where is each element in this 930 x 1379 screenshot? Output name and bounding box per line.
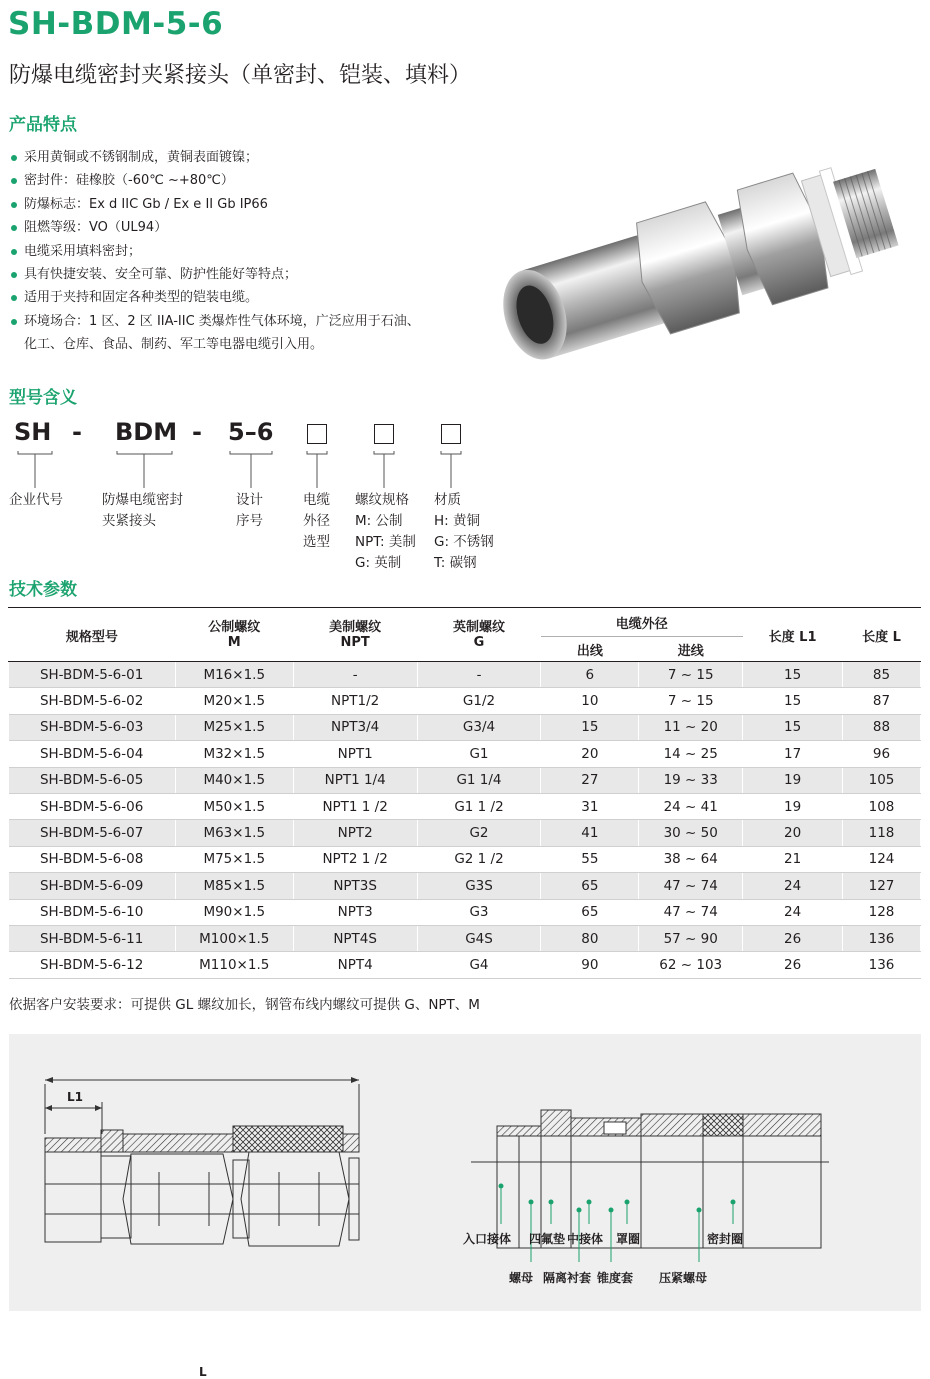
table-row <box>9 793 921 819</box>
table-cell: G2 1 /2 <box>417 846 541 872</box>
table-cell: 17 <box>743 741 843 767</box>
table-cell: 15 <box>743 662 843 688</box>
model-part-series: 5–6 <box>228 418 274 446</box>
table-cell: 127 <box>843 873 921 899</box>
table-cell: 47 ~ 74 <box>639 873 743 899</box>
table-cell: SH-BDM-5-6-03 <box>9 714 176 740</box>
table-cell: SH-BDM-5-6-10 <box>9 899 176 925</box>
table-row <box>9 846 921 872</box>
label-nut: 螺母 <box>509 1271 534 1285</box>
table-cell: 85 <box>843 662 921 688</box>
model-desc-cable: 电缆 外径 选型 <box>303 492 330 550</box>
table-row <box>9 925 921 951</box>
table-cell: M40×1.5 <box>175 767 293 793</box>
table-cell: 30 ~ 50 <box>639 820 743 846</box>
table-cell: SH-BDM-5-6-12 <box>9 952 176 978</box>
table-cell: 88 <box>843 714 921 740</box>
table-cell: 47 ~ 74 <box>639 899 743 925</box>
table-cell: 24 ~ 41 <box>639 793 743 819</box>
table-cell: 6 <box>541 662 639 688</box>
table-row <box>9 820 921 846</box>
model-desc-series: 设计 序号 <box>236 492 263 529</box>
table-cell: 19 <box>743 793 843 819</box>
table-row <box>9 741 921 767</box>
label-compression-nut: 压紧螺母 <box>659 1271 708 1285</box>
table-cell: G1 1/4 <box>417 767 541 793</box>
table-cell: 27 <box>541 767 639 793</box>
table-cell: G1 1 /2 <box>417 793 541 819</box>
table-cell: M63×1.5 <box>175 820 293 846</box>
table-cell: 11 ~ 20 <box>639 714 743 740</box>
table-cell: 26 <box>743 925 843 951</box>
table-cell: M90×1.5 <box>175 899 293 925</box>
table-cell: G1 <box>417 741 541 767</box>
col-l1: 长度 L1 <box>743 609 843 662</box>
table-cell: 108 <box>843 793 921 819</box>
table-cell: 55 <box>541 846 639 872</box>
list-item: 阻燃等级：VO（UL94） <box>10 216 460 239</box>
col-out: 出线 <box>541 637 639 662</box>
table-cell: 65 <box>541 873 639 899</box>
table-cell: NPT1/2 <box>293 688 417 714</box>
table-cell: SH-BDM-5-6-01 <box>9 662 176 688</box>
table-cell: 136 <box>843 925 921 951</box>
cross-section-drawing-panel <box>9 1034 921 1379</box>
label-seal-ring: 密封圈 <box>707 1232 744 1246</box>
table-cell: SH-BDM-5-6-11 <box>9 925 176 951</box>
table-cell: 96 <box>843 741 921 767</box>
col-cable-od: 电缆外径 <box>541 609 743 637</box>
col-l: 长度 L <box>843 609 921 662</box>
table-cell: M110×1.5 <box>175 952 293 978</box>
table-row <box>9 899 921 925</box>
features-list <box>10 146 460 357</box>
table-cell: 19 ~ 33 <box>639 767 743 793</box>
tech-heading: 技术参数 <box>9 580 77 600</box>
table-cell: SH-BDM-5-6-05 <box>9 767 176 793</box>
table-row <box>9 767 921 793</box>
col-npt: 美制螺纹 NPT <box>293 609 417 662</box>
table-cell: NPT1 1/4 <box>293 767 417 793</box>
label-taper-sleeve: 锥度套 <box>597 1271 634 1285</box>
model-connector-lines <box>0 418 520 498</box>
table-cell: 15 <box>743 688 843 714</box>
table-cell: G1/2 <box>417 688 541 714</box>
right-section-view <box>471 1110 829 1262</box>
col-in: 进线 <box>639 637 743 662</box>
page-title: SH-BDM-5-6 <box>8 6 224 42</box>
spec-table <box>8 608 921 979</box>
product-photo <box>478 106 918 378</box>
table-cell: SH-BDM-5-6-07 <box>9 820 176 846</box>
table-cell: M50×1.5 <box>175 793 293 819</box>
table-cell: 65 <box>541 899 639 925</box>
table-cell: NPT2 <box>293 820 417 846</box>
model-desc-product: 防爆电缆密封 夹紧接头 <box>102 492 183 529</box>
list-item: 密封件：硅橡胶（-60℃ ~+80℃） <box>10 169 460 192</box>
left-section-view <box>45 1077 359 1246</box>
list-item: 电缆采用填料密封； <box>10 240 460 263</box>
label-cover-ring: 罩圈 <box>616 1232 641 1246</box>
table-cell: 128 <box>843 899 921 925</box>
model-desc-material: 材质 H: 黄铜 G: 不锈钢 T: 碳钢 <box>434 492 494 571</box>
label-middle-body: 中接体 <box>567 1232 604 1246</box>
list-item: 具有快捷安装、安全可靠、防护性能好等特点； <box>10 263 460 286</box>
table-cell: NPT3S <box>293 873 417 899</box>
model-part-dash: - <box>72 418 82 446</box>
label-inlet-body: 入口接体 <box>463 1232 512 1246</box>
table-row <box>9 688 921 714</box>
table-cell: NPT4S <box>293 925 417 951</box>
table-cell: 87 <box>843 688 921 714</box>
model-part-bdm: BDM <box>115 418 178 446</box>
table-cell: 62 ~ 103 <box>639 952 743 978</box>
table-cell: SH-BDM-5-6-02 <box>9 688 176 714</box>
table-cell: 41 <box>541 820 639 846</box>
label-isolation-bushing: 隔离衬套 <box>543 1271 592 1285</box>
features-heading: 产品特点 <box>9 115 77 135</box>
table-cell: NPT3/4 <box>293 714 417 740</box>
table-cell: 24 <box>743 899 843 925</box>
cross-section-drawing <box>9 1034 921 1311</box>
table-cell: G4S <box>417 925 541 951</box>
table-cell: SH-BDM-5-6-04 <box>9 741 176 767</box>
table-cell: G4 <box>417 952 541 978</box>
table-cell: G3/4 <box>417 714 541 740</box>
table-cell: NPT1 <box>293 741 417 767</box>
table-cell: 14 ~ 25 <box>639 741 743 767</box>
table-cell: 26 <box>743 952 843 978</box>
table-cell: 10 <box>541 688 639 714</box>
list-item: 采用黄铜或不锈钢制成，黄铜表面镀镍； <box>10 146 460 169</box>
table-cell: 24 <box>743 873 843 899</box>
table-cell: M16×1.5 <box>175 662 293 688</box>
table-cell: 80 <box>541 925 639 951</box>
table-cell: 15 <box>743 714 843 740</box>
install-note: 依据客户安装要求：可提供 GL 螺纹加长，钢管布线内螺纹可提供 G、NPT、M <box>9 997 480 1013</box>
col-g: 英制螺纹 G <box>417 609 541 662</box>
table-cell: G3 <box>417 899 541 925</box>
table-row <box>9 952 921 978</box>
table-cell: 57 ~ 90 <box>639 925 743 951</box>
table-cell: - <box>417 662 541 688</box>
table-row <box>9 714 921 740</box>
table-cell: 20 <box>541 741 639 767</box>
label-ptfe-gasket: 四氟垫 <box>529 1232 566 1246</box>
model-part-sh: SH <box>14 418 52 446</box>
list-item: 防爆标志：Ex d IIC Gb / Ex e II Gb IP66 <box>10 193 460 216</box>
list-item: 环境场合：1 区、2 区 IIA-IIC 类爆炸性气体环境，广泛应用于石油、 <box>10 310 460 333</box>
table-cell: 38 ~ 64 <box>639 846 743 872</box>
model-desc-company: 企业代号 <box>9 492 63 508</box>
table-cell: 15 <box>541 714 639 740</box>
table-cell: 136 <box>843 952 921 978</box>
table-cell: M85×1.5 <box>175 873 293 899</box>
table-cell: 7 ~ 15 <box>639 688 743 714</box>
table-cell: NPT4 <box>293 952 417 978</box>
table-cell: 105 <box>843 767 921 793</box>
table-cell: SH-BDM-5-6-09 <box>9 873 176 899</box>
table-cell: M100×1.5 <box>175 925 293 951</box>
table-cell: 31 <box>541 793 639 819</box>
table-cell: M32×1.5 <box>175 741 293 767</box>
list-item: 化工、仓库、食品、制药、军工等电器电缆引入用。 <box>24 337 324 353</box>
page-subtitle: 防爆电缆密封夹紧接头（单密封、铠装、填料） <box>9 63 472 88</box>
table-cell: 19 <box>743 767 843 793</box>
model-part-dash: - <box>192 418 202 446</box>
table-cell: 90 <box>541 952 639 978</box>
dim-l-label: L <box>199 1365 207 1379</box>
table-row <box>9 873 921 899</box>
model-heading: 型号含义 <box>9 388 77 408</box>
table-cell: 20 <box>743 820 843 846</box>
col-metric: 公制螺纹 M <box>175 609 293 662</box>
dim-l1-label: L1 <box>67 1090 83 1104</box>
table-cell: 124 <box>843 846 921 872</box>
col-model: 规格型号 <box>9 609 176 662</box>
table-cell: 118 <box>843 820 921 846</box>
table-cell: G2 <box>417 820 541 846</box>
model-code-diagram <box>0 418 520 578</box>
table-cell: 7 ~ 15 <box>639 662 743 688</box>
table-cell: NPT3 <box>293 899 417 925</box>
table-cell: G3S <box>417 873 541 899</box>
table-cell: NPT1 1 /2 <box>293 793 417 819</box>
table-cell: SH-BDM-5-6-08 <box>9 846 176 872</box>
table-cell: M20×1.5 <box>175 688 293 714</box>
table-cell: M25×1.5 <box>175 714 293 740</box>
table-cell: - <box>293 662 417 688</box>
table-cell: SH-BDM-5-6-06 <box>9 793 176 819</box>
table-cell: M75×1.5 <box>175 846 293 872</box>
table-cell: NPT2 1 /2 <box>293 846 417 872</box>
table-cell: 21 <box>743 846 843 872</box>
list-item: 适用于夹持和固定各种类型的铠装电缆。 <box>10 286 460 309</box>
model-desc-thread: 螺纹规格 M: 公制 NPT: 美制 G: 英制 <box>355 492 416 571</box>
table-row <box>9 662 921 688</box>
